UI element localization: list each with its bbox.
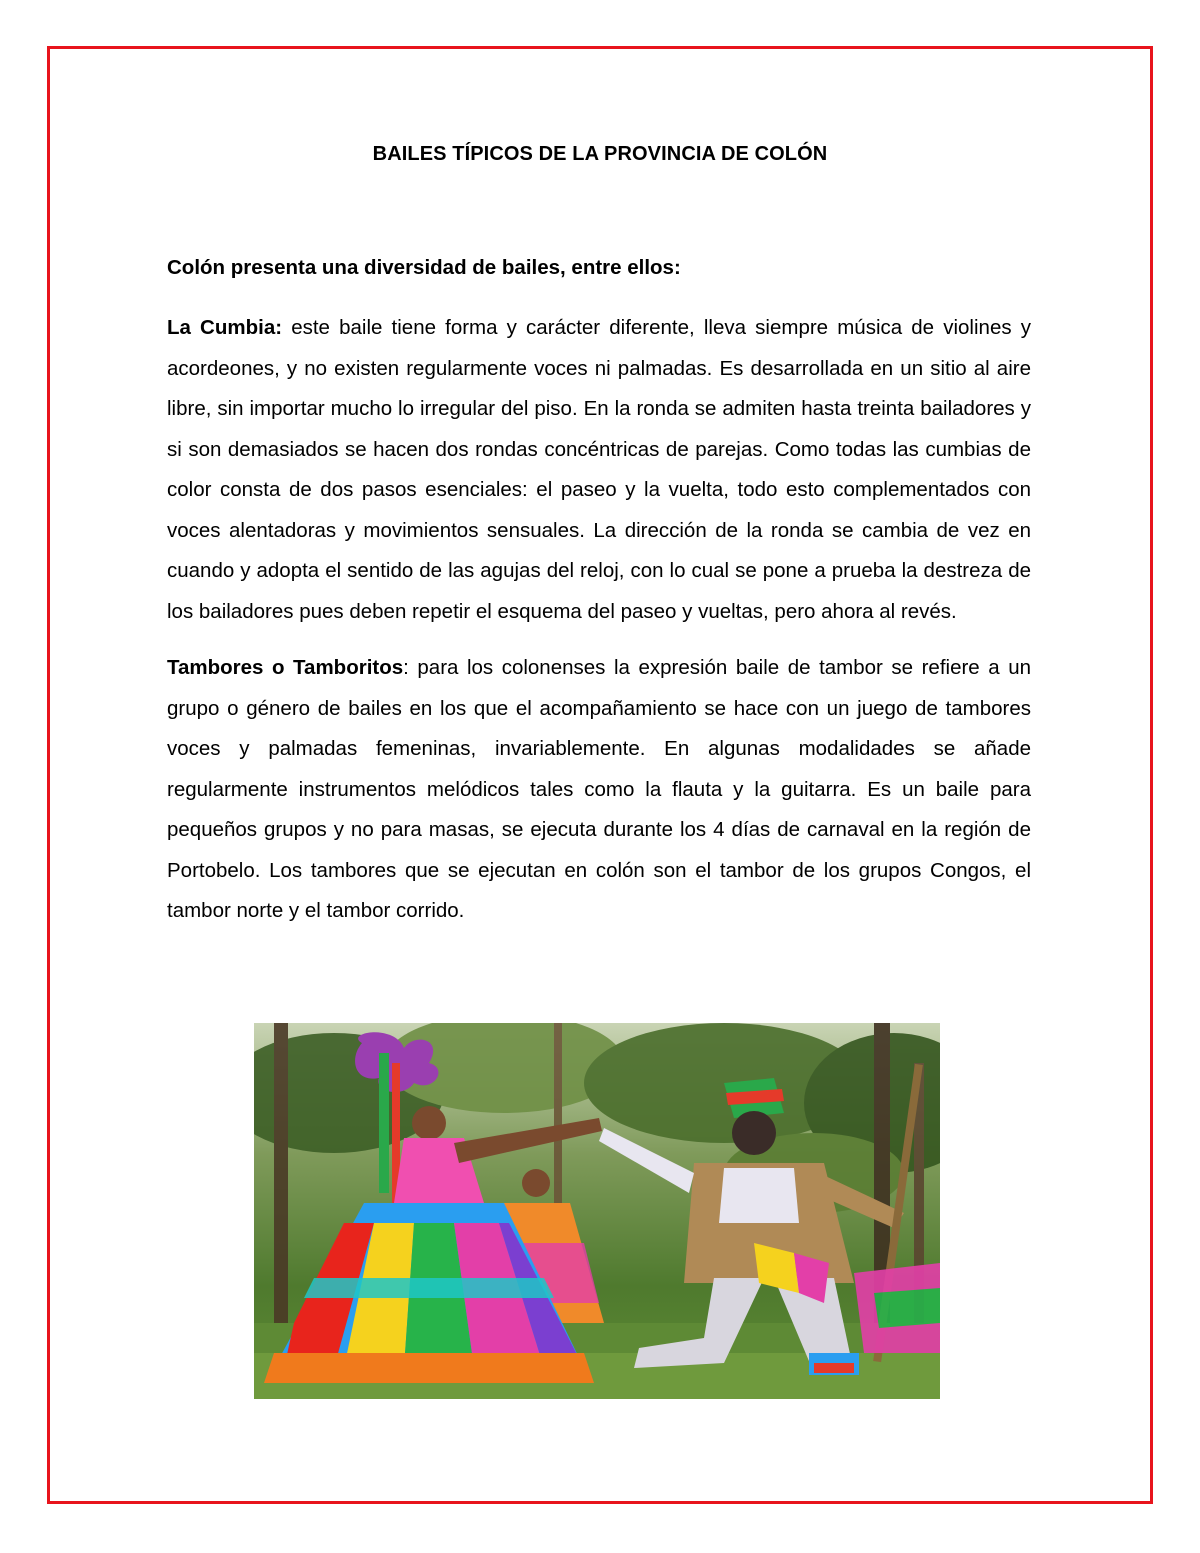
tambores-text: : para los colonenses la expresión baile de tambor se refiere a un grupo o género de bailes en los que el acompañamiento se hace con un juego de tambores voces y palmadas femeninas, invariablemente. En algunas modalidades se añade regularmente instrumentos melódicos tales como la flauta y la guitarra. Es un baile para pequeños grupos y no para masas, se ejecuta durante los 4 días de carnaval en la región de Portobelo. Los tambores que se ejecutan en colón son el tambor de los grupos Congos, el tambor norte y el tambor corrido. <box>167 656 1031 922</box>
document-body <box>167 252 1031 948</box>
cumbia-term: La Cumbia: <box>167 316 283 339</box>
cumbia-text: este baile tiene forma y carácter diferente, lleva siempre música de violines y acordeones, y no existen regularmente voces ni palmadas. Es desarrollada en un sitio al aire libre, sin importar mucho lo irregular del piso. En la ronda se admiten hasta treinta bailadores y si son demasiados se hacen dos rondas concéntricas de parejas. Como todas las cumbias de color consta de dos pasos esenciales: el paseo y la vuelta, todo esto complementados con voces alentadoras y movimientos sensuales. La dirección de la ronda se cambia de vez en cuando y adopta el sentido de las agujas del reloj, con lo cual se pone a prueba la destreza de los bailadores pues deben repetir el esquema del paseo y vueltas, pero ahora al revés. <box>167 316 1031 623</box>
intro-paragraph: Colón presenta una diversidad de bailes, entre ellos: <box>167 256 681 279</box>
tambores-term: Tambores o Tamboritos <box>167 656 404 679</box>
background-dancers-right <box>854 1263 940 1353</box>
dancers-photo <box>254 1023 940 1399</box>
cumbia-paragraph <box>167 308 1031 632</box>
tambores-paragraph <box>167 648 1031 932</box>
document-title: BAILES TÍPICOS DE LA PROVINCIA DE COLÓN <box>372 143 828 165</box>
